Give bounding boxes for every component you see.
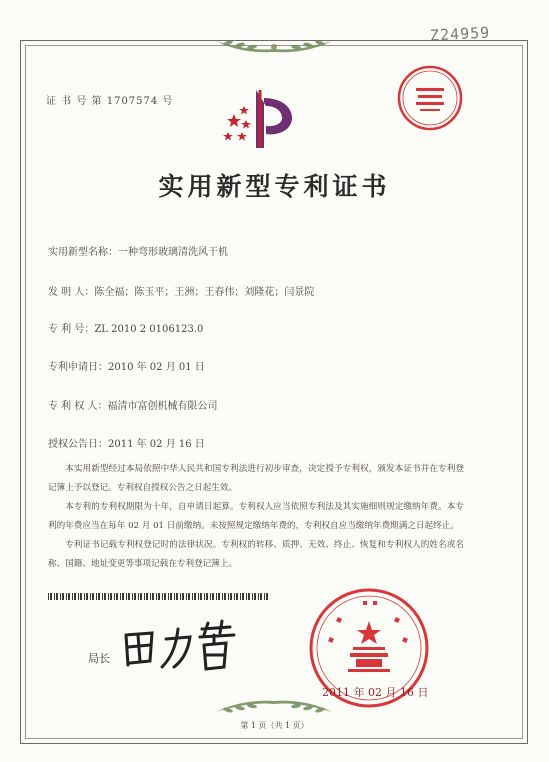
patent-number-label: 专 利 号： — [48, 324, 95, 335]
body-paragraph: 本专利的专利权期限为十年，自申请日起算。专利权人应当依照专利法及其实施细则规定缴纳年费。本专利的年费应当在每年 02 月 01 日前缴纳。未按照规定缴纳年费的，专利权自应当缴纳年费期满之日起终止。 — [48, 502, 464, 531]
page-title: 实用新型专利证书 — [158, 172, 391, 201]
certificate-number: 证 书 号 第 1707574 号 — [46, 96, 174, 107]
page-number: 第 1 页（共 1 页） — [240, 721, 309, 730]
certificate-body — [48, 460, 464, 574]
utility-model-name-row — [48, 243, 228, 258]
utility-model-name-label: 实用新型名称： — [48, 247, 118, 258]
utility-model-name-value: 一种弯形玻璃清洗风干机 — [118, 247, 228, 258]
inventor-value: 陈全福；陈玉平；王洲；王春伟；刘隆花；闫景院 — [94, 287, 315, 298]
announcement-date-row — [48, 435, 205, 450]
announcement-date-value: 2011 年 02 月 16 日 — [108, 439, 205, 450]
laurel-wreath-bottom-icon — [176, 698, 372, 720]
signature-icon — [118, 615, 248, 675]
seal-small-icon — [396, 64, 464, 132]
patentee-row — [48, 397, 218, 412]
patent-office-logo-icon — [216, 86, 300, 152]
handwritten-note: Z24959 — [429, 23, 491, 45]
body-paragraph: 本实用新型经过本局依照中华人民共和国专利法进行初步审查，决定授予专利权，颁发本证书并在专利登记簿上予以登记。专利权自授权公告之日起生效。 — [48, 464, 464, 493]
laurel-wreath-top-icon — [176, 33, 372, 55]
inventor-label: 发 明 人： — [48, 287, 95, 298]
patent-number-value: ZL 2010 2 0106123.0 — [94, 324, 204, 335]
barcode — [48, 593, 268, 600]
filing-date-row — [48, 358, 205, 373]
patentee-label: 专 利 权 人： — [48, 401, 108, 412]
filing-date-label: 专利申请日： — [48, 362, 108, 373]
announcement-date-label: 授权公告日： — [48, 439, 108, 450]
patentee-value: 福清市富创机械有限公司 — [107, 401, 218, 412]
inventor-row — [48, 283, 314, 298]
body-paragraph: 专利证书记载专利权登记时的法律状况。专利权的转移、质押、无效、终止、恢复和专利权人的姓名或名称、国籍、地址变更等事项记载在专利登记簿上。 — [48, 540, 464, 569]
director-label: 局长 — [88, 652, 110, 665]
patent-number-row — [48, 320, 203, 335]
filing-date-value: 2010 年 02 月 01 日 — [108, 362, 205, 373]
issue-date: 2011 年 02 月 16 日 — [322, 686, 429, 699]
